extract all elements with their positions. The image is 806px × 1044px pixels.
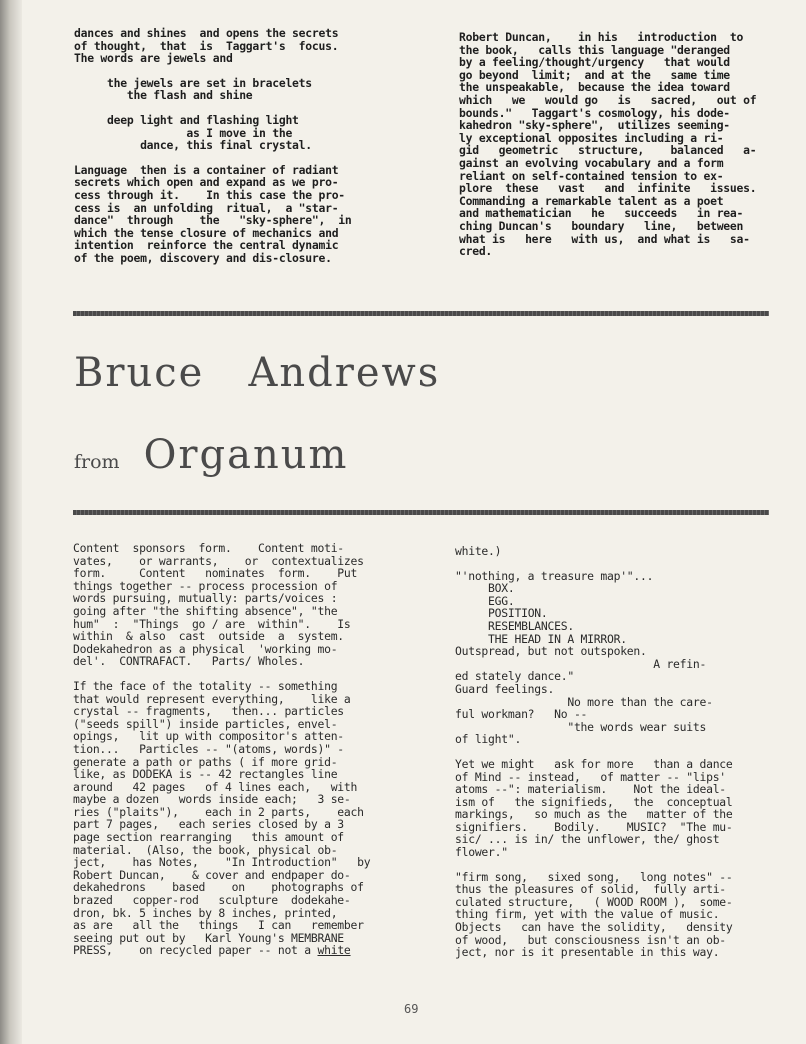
top-right-column [459,31,775,270]
book-gutter-shadow [0,0,22,1044]
top-left-verse-1: the jewels are set in bracelets the flash and shine [107,75,312,103]
work-title-heading [74,432,348,478]
body-left-column [73,542,389,969]
author-heading: Bruce Andrews [74,350,441,396]
bottom-divider-rule [73,510,769,515]
body-right-continuation: white.) [455,544,502,558]
top-right-paragraph: Robert Duncan, in his introduction to the book, calls this language "deranged by a feeling/thought/urgency that would go beyond limit; and at the same time the unspeakable, because the idea toward which we would go is sacred, out of bounds." Taggart's cosmology, his dode- kahedron "sky-sphere", utilizes seeming- ly exceptional opposites including a ri- gid geometric structure, balanced a- gainst an evolving vocabulary and a form reliant on self-contained tension to ex- plore these vast and infinite issues. Commanding a remarkable talent as a poet and mathematician he succeeds in rea- ching Duncan's boundary line, between what is here with us, and what is sa- cred. [459,30,757,259]
top-left-paragraph: Language then is a container of radiant secrets which open and expand as we pro- cess through it. In this case the pro- cess is an unfolding ritual, a "star- dance" through the "sky-sphere", in which the tense closure of mechanics and intention reinforce the central dynamic of the poem, discovery and dis-closure. [74,162,352,265]
top-left-column [74,27,394,277]
body-right-paragraph-1: Yet we might ask for more than a dance of Mind -- instead, of matter -- "lips' atoms --": materialism. Not the ideal- ism of the signifieds, the conceptual markings, so much as the matter of the signifiers. Bodily. MUSIC? "The mu- sic/ ... is in/ the unflower, the/ ghost flower." [455,756,733,860]
body-left-paragraph-2 [73,680,389,957]
body-right-paragraph-2: "firm song, sixed song, long notes" -- thus the pleasures of solid, fully arti- culated structure, ( WOOD ROOM ), some- thing firm, yet with the value of music. Objects can have the solidity, density of wood, but consciousness isn't an ob- ject, nor is it presentable in this way. [455,869,733,960]
underlined-word: white [317,943,351,958]
body-right-quote-block: "'nothing, a treasure map'"... BOX. EGG. POSITION. RESEMBLANCES. THE HEAD IN A MIRROR. Outspread, but not outspoken. A refin- ed stately dance." Guard feelings. No more than the care- ful workman? No -- "the words wear suits of light". [455,568,713,747]
page-number: 69 [404,1002,419,1016]
from-label: from [74,451,120,473]
work-title: Organum [143,432,349,478]
top-left-intro: dances and shines and opens the secrets of thought, that is Taggart's focus. The words are jewels and [74,26,339,66]
body-right-column [455,545,775,971]
body-left-paragraph-1: Content sponsors form. Content moti- vates, or warrants, or contextualizes form. Content nominates form. Put things together -- process procession of words pursuing, mutually: parts/voices : going after "the shifting absence", "the hum" : "Things go / are within". Is within & also cast outside a system. Dodekahedron as a physical 'working mo- del'. CONTRAFACT. Parts/ Wholes. [73,541,364,669]
top-divider-rule [73,311,769,316]
body-left-paragraph-2-text: If the face of the totality -- something that would represent everything, like a crystal -- fragments, then... particles ("seeds spill") inside particles, envel- opings, lit up with compositor's atten- tion... Particles -- "(atoms, words)" - generate a path or paths ( if more grid- like, as DODEKA is -- 42 rectangles line around 42 pages of 4 lines each, with maybe a dozen words inside each; 3 se- ries ("plaits"), each in 2 parts, each part 7 pages, each series closed by a 3 page section rearranging this amount of material. (Also, the book, physical ob- ject, has Notes, "In Introduction" by Robert Duncan, & cover and endpaper do- dekahedrons based on photographs of brazed copper-rod sculpture dodekahe- dron, bk. 5 inches by 8 inches, printed, as are all the things I can remember seeing put out by Karl Young's MEMBRANE PRESS, on recycled paper -- not a [73,678,371,958]
top-left-verse-2: deep light and flashing light as I move in the dance, this final crystal. [107,112,312,153]
